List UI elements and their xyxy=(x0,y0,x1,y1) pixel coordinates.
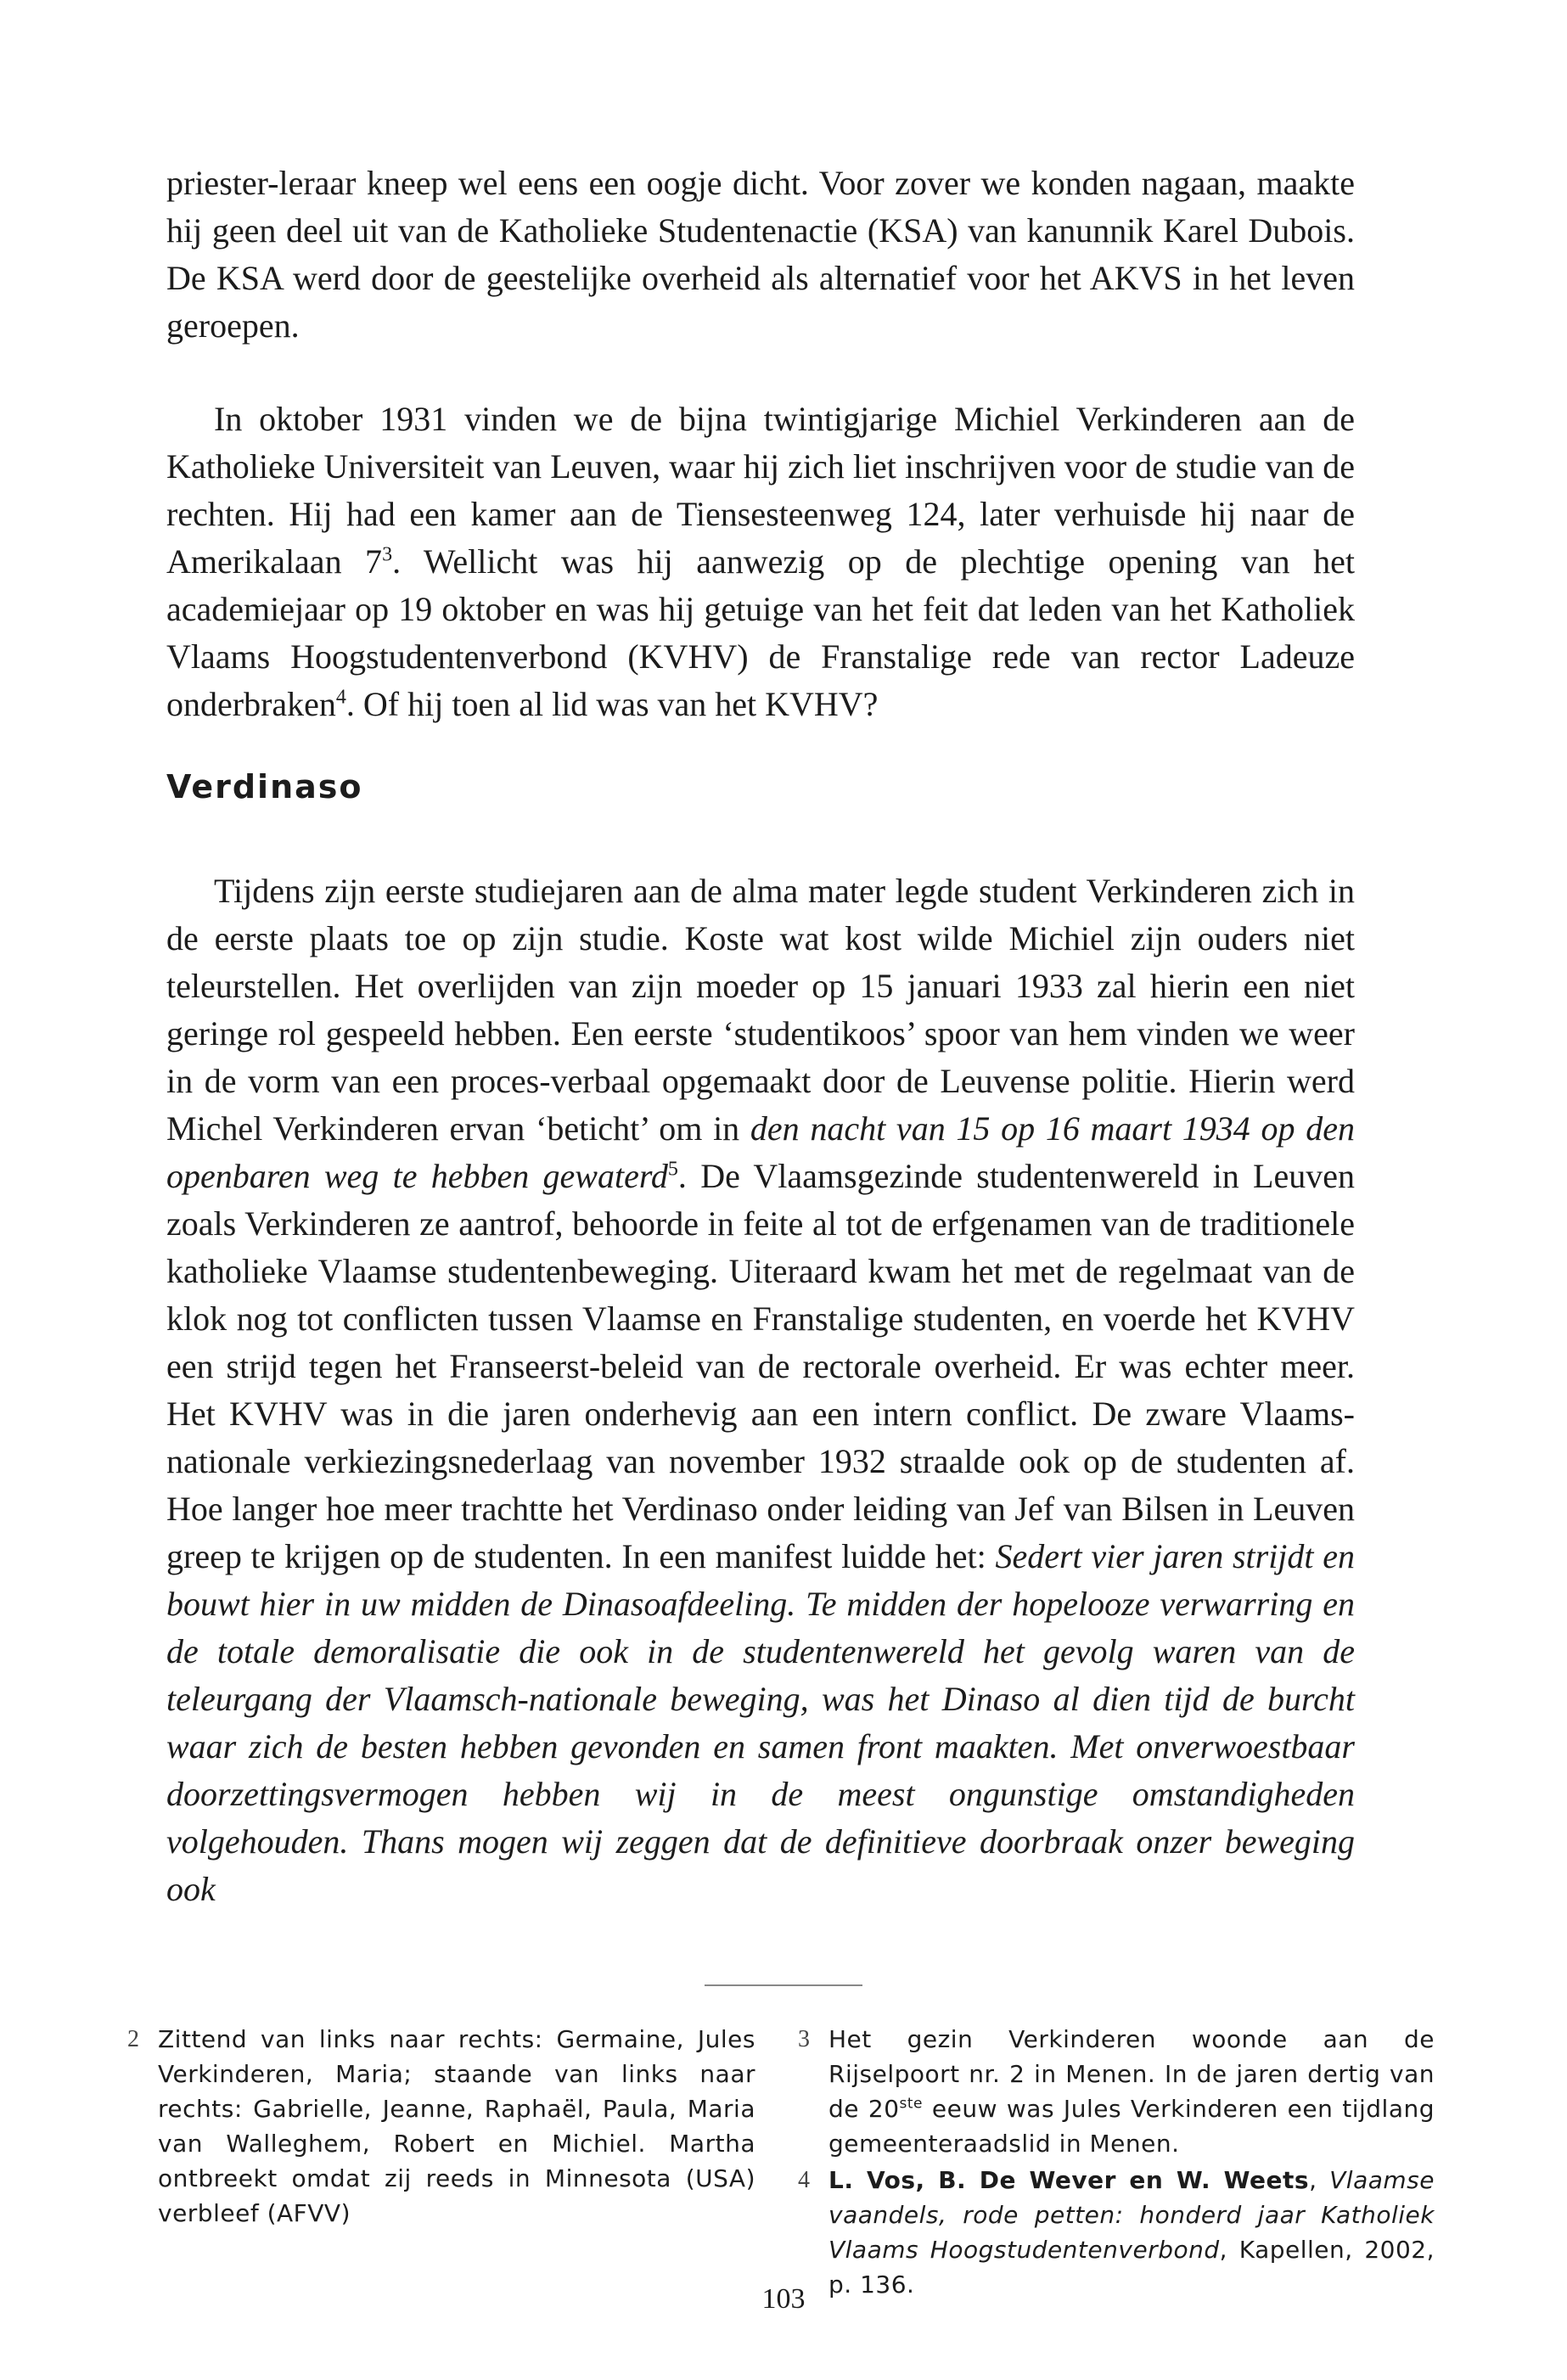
paragraph-3-quote-a: den nacht van 15 op 16 maart 1934 op den openbaren weg te hebben gewaterd xyxy=(166,1109,1355,1195)
footnote-4-authors: L. Vos, B. De Wever en W. Weets xyxy=(828,2166,1310,2194)
paragraph-3-quote-b: Sedert vier jaren strijdt en bouwt hier in uw midden de Dinasoafdeeling. Te midden der hopelooze verwarring en de totale demoralisatie die ook in de studentenwereld het gevolg waren van de teleurgang der Vlaamsch-nationale beweging, was het Dinaso al dien tijd de burcht waar zich de besten hebben gevonden en samen front maakten. Met onverwoestbaar doorzettingsvermogen hebben wij in de meest ongunstige omstandigheden volgehouden. Thans mogen wij zeggen dat de definitieve doorbraak onzer beweging ook xyxy=(166,1537,1355,1908)
footnote-4-title: Vlaamse vaandels, rode petten: honderd jaar Katholiek Vlaams Hoogstudentenverbond xyxy=(828,2166,1435,2264)
paragraph-2-text-c: . Of hij toen al lid was van het KVHV? xyxy=(345,685,879,723)
footnotes-left-column xyxy=(127,2022,755,2232)
footnotes-right-column xyxy=(798,2022,1435,2304)
footnote-3-text-b: eeuw was Jules Verkinderen een tijdlang gemeenteraadslid in Menen. xyxy=(828,2095,1435,2158)
paragraph-2 xyxy=(166,396,1355,728)
footnote-2 xyxy=(127,2022,755,2231)
footnote-3-text-a: Het gezin Verkinderen woonde aan de Rijselpoort nr. 2 in Menen. In de jaren dertig van de 20 xyxy=(828,2025,1435,2123)
paragraph-3 xyxy=(166,867,1355,1913)
footnote-2-number: 2 xyxy=(127,2026,140,2052)
paragraph-1: priester-leraar kneep wel eens een oogje dicht. Voor zover we konden nagaan, maakte hij geen deel uit van de Katholieke Studentenactie (KSA) van kanunnik Karel Dubois. De KSA werd door de geestelijke overheid als alternatief voor het AKVS in het leven geroepen. xyxy=(166,164,1355,345)
footnote-4 xyxy=(798,2163,1435,2302)
footnote-ref-5: 5 xyxy=(667,1158,678,1181)
footnote-3-superscript: ste xyxy=(899,2095,924,2113)
footnote-divider xyxy=(705,1984,862,1986)
paragraph-3-text-b: . De Vlaamsgezinde studentenwereld in Leuven zoals Verkinderen ze aantrof, behoorde in feite al tot de erfgenamen van de traditionele katholieke Vlaamse studentenbeweging. Uiteraard kwam het met de regelmaat van de klok nog tot conflicten tussen Vlaamse en Franstalige studenten, en voerde het KVHV een strijd tegen het Franseerst-beleid van de rectorale overheid. Er was echter meer. Het KVHV was in die jaren onderhevig aan een intern conflict. De zware Vlaams-nationale verkiezingsnederlaag van november 1932 straalde ook op de studenten af. Hoe langer hoe meer trachtte het Verdinaso onder leiding van Jef van Bilsen in Leuven greep te krijgen op de studenten. In een manifest luidde het: xyxy=(166,1157,1356,1575)
footnote-ref-3: 3 xyxy=(382,543,393,566)
paragraph-2-text-b: . Wellicht was hij aanwezig op de plechtige opening van het academiejaar op 19 oktober en was hij getuige van het feit dat leden van het Katholiek Vlaams Hoogstudentenverbond (KVHV) de Franstalige rede van rector Ladeuze onderbraken xyxy=(166,542,1356,723)
paragraph-3-text-a: Tijdens zijn eerste studiejaren aan de alma mater legde student Verkinderen zich in de eerste plaats toe op zijn studie. Koste wat kost wilde Michiel zijn ouders niet teleurstellen. Het overlijden van zijn moeder op 15 januari 1933 zal hierin een niet geringe rol gespeeld hebben. Een eerste ‘studentikoos’ spoor van hem vinden we weer in de vorm van een proces-verbaal opgemaakt door de Leuvense politie. Hierin werd Michel Verkinderen ervan ‘beticht’ om in xyxy=(166,872,1355,1148)
page-number: 103 xyxy=(761,2283,806,2315)
footnote-4-text xyxy=(828,2163,1435,2302)
footnote-4-number: 4 xyxy=(798,2167,811,2193)
footnote-4-separator: , xyxy=(1309,2166,1330,2194)
footnote-ref-4: 4 xyxy=(335,686,346,709)
footnote-4-rest: , Kapellen, 2002, p. 136. xyxy=(828,2236,1435,2299)
footnote-3 xyxy=(798,2022,1435,2161)
paragraph-2-text-a: In oktober 1931 vinden we de bijna twintigjarige Michiel Verkinderen aan de Katholieke Universiteit van Leuven, waar hij zich liet inschrijven voor de studie van de rechten. Hij had een kamer aan de Tiensesteenweg 124, later verhuisde hij naar de Amerikalaan 7 xyxy=(166,400,1355,581)
footnote-2-text: Zittend van links naar rechts: Germaine, Jules Verkinderen, Maria; staande van links naar rechts: Gabrielle, Jeanne, Raphaël, Paula, Maria van Walleghem, Robert en Michiel. Martha ontbreekt omdat zij reeds in Minnesota (USA) verbleef (AFVV) xyxy=(158,2025,755,2227)
footnote-3-text xyxy=(828,2022,1435,2161)
footnote-3-number: 3 xyxy=(798,2026,811,2052)
section-heading: Verdinaso xyxy=(166,768,363,805)
